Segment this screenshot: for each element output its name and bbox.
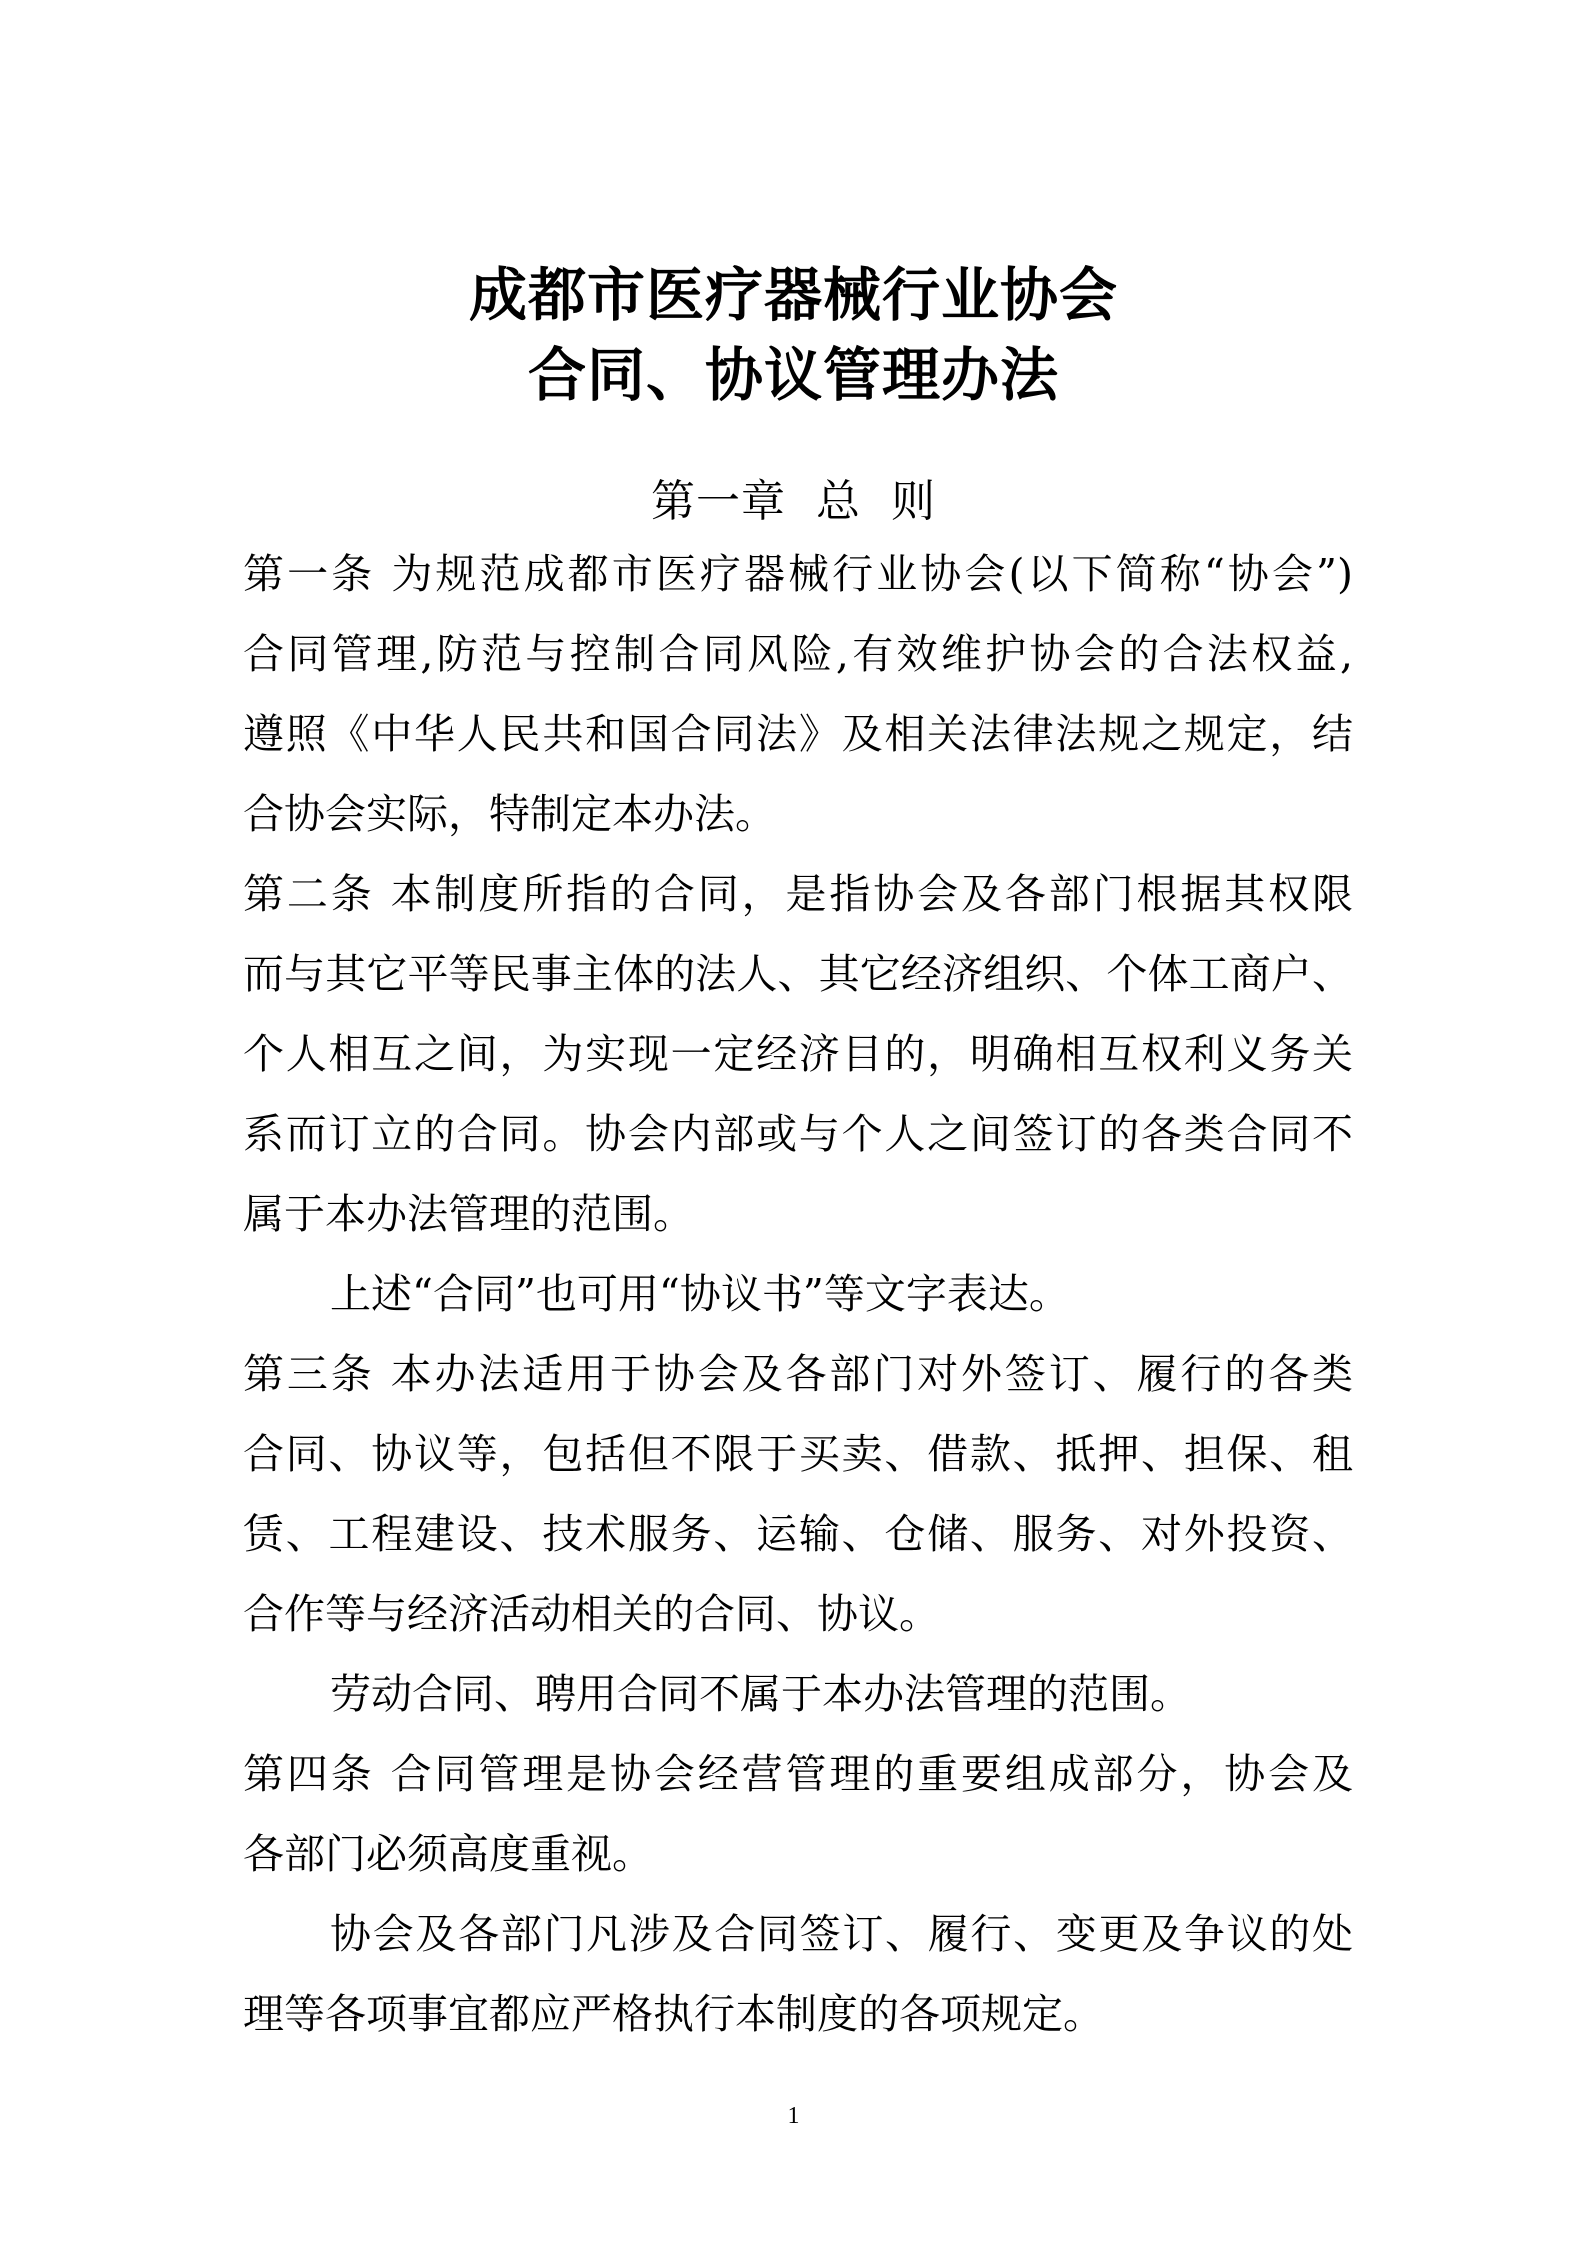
article-1-label: 第一条	[243, 550, 376, 598]
article-2-line-2: 而与其它平等民事主体的法人、其它经济组织、个体工商户、	[243, 950, 1353, 998]
article-3-paragraph-2: 劳动合同、聘用合同不属于本办法管理的范围。	[330, 1670, 1191, 1718]
article-3-line-2: 合同、协议等，包括但不限于买卖、借款、抵押、担保、租	[243, 1430, 1353, 1478]
article-1-line-2: 合同管理,防范与控制合同风险,有效维护协会的合法权益,	[243, 630, 1353, 678]
document-title-line-1: 成都市医疗器械行业协会	[468, 261, 1118, 329]
article-4-line-2: 各部门必须高度重视。	[243, 1830, 653, 1878]
article-2-paragraph-2: 上述“合同”也可用“协议书”等文字表达。	[330, 1270, 1070, 1318]
article-3-line-3: 赁、工程建设、技术服务、运输、仓储、服务、对外投资、	[243, 1510, 1353, 1558]
article-3-line-4: 合作等与经济活动相关的合同、协议。	[243, 1590, 940, 1638]
article-2-line-4: 系而订立的合同。协会内部或与个人之间签订的各类合同不	[243, 1110, 1353, 1158]
article-2-line-1: 第二条 本制度所指的合同，是指协会及各部门根据其权限	[243, 870, 1353, 918]
article-3-line-1: 第三条 本办法适用于协会及各部门对外签订、履行的各类	[243, 1350, 1353, 1398]
article-4-line-1: 第四条 合同管理是协会经营管理的重要组成部分，协会及	[243, 1750, 1353, 1798]
document-title-line-2: 合同、协议管理办法	[527, 341, 1059, 409]
article-3-label: 第三条	[243, 1350, 375, 1398]
article-1-line-4: 合协会实际，特制定本办法。	[243, 790, 776, 838]
article-4-label: 第四条	[243, 1750, 375, 1798]
chapter-heading: 第一章 总 则	[651, 476, 936, 527]
article-1-line-3: 遵照《中华人民共和国合同法》及相关法律法规之规定，结	[243, 710, 1353, 758]
article-2-line-5: 属于本办法管理的范围。	[243, 1190, 694, 1238]
article-4-paragraph-2-line-2: 理等各项事宜都应严格执行本制度的各项规定。	[243, 1990, 1104, 2038]
page-number: 1	[787, 2103, 800, 2129]
article-4-paragraph-2-line-1: 协会及各部门凡涉及合同签订、履行、变更及争议的处	[330, 1910, 1353, 1958]
article-2-line-3: 个人相互之间，为实现一定经济目的，明确相互权利义务关	[243, 1030, 1353, 1078]
article-2-label: 第二条	[243, 870, 375, 918]
article-1-line-1: 第一条 为规范成都市医疗器械行业协会(以下简称“协会”)	[243, 550, 1353, 598]
